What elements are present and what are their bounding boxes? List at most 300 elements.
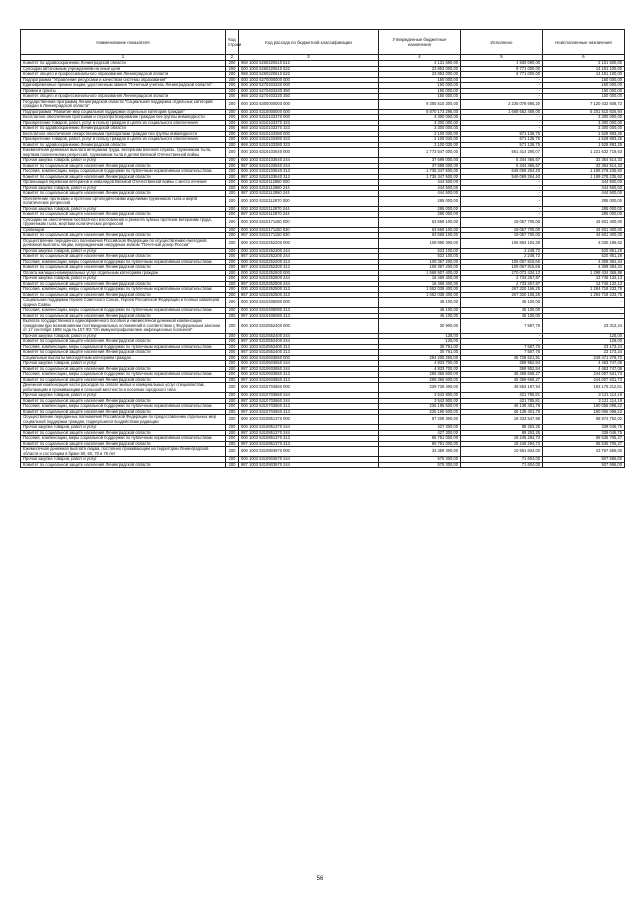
indicator-name-cell: Пособия, компенсации, меры социальной поддержки по публичным нормативным обязательствам (21, 308, 226, 314)
indicator-name-cell: Субсидии автономным учреждениям на иные цели (21, 66, 226, 72)
unexecuted-cell: 507 696,00 (543, 457, 625, 463)
line-code-cell: 200 (226, 191, 239, 197)
table-row (21, 99, 625, 109)
unexecuted-cell: 507 696,00 (543, 462, 625, 468)
indicator-name-cell: Оплата жилищно-коммунальных услуг отдельным категориям граждан (21, 270, 226, 276)
executed-cell: 7 587,76 (461, 350, 543, 356)
line-code-cell: 200 (226, 409, 239, 415)
unexecuted-cell: 1 528 893,25 (543, 137, 625, 143)
line-code-cell: 200 (226, 404, 239, 410)
executed-cell: 71 604,00 (461, 462, 543, 468)
budget-code-cell: 000 1003 5310103640 000 (239, 148, 379, 158)
executed-cell: 2 248,72 (461, 248, 543, 254)
budget-code-cell: 000 1003 5270403330 000 (239, 83, 379, 89)
approved-cell: 16 469 400,00 (379, 281, 461, 287)
approved-cell: 1 735 347 500,00 (379, 174, 461, 180)
line-code-cell: 200 (226, 212, 239, 218)
approved-cell: 109 367 200,00 (379, 265, 461, 271)
line-code-cell: 200 (226, 366, 239, 372)
unexecuted-cell: 520 851,28 (543, 254, 625, 260)
unexecuted-cell: 3 300 000,00 (543, 126, 625, 132)
indicator-name-cell: Прочая закупка товаров, работ и услуг (21, 248, 226, 254)
approved-cell: 4 131 590,00 (379, 61, 461, 67)
unexecuted-cell: 3 121 114,19 (543, 398, 625, 404)
budget-code-cell: 987 1003 5310103640 244 (239, 163, 379, 169)
unexecuted-cell: 3 300 000,00 (543, 115, 625, 121)
approved-cell: 239 738 400,00 (379, 383, 461, 393)
budget-code-cell: 000 1003 5310103380 323 (239, 137, 379, 143)
budget-code-cell: 000 1003 5310603650 000 (239, 355, 379, 361)
indicator-name-cell: Государственная программа Ленинградской области "Социальная поддержка отдельных категорий граждан в Ленинградской области" (21, 99, 226, 109)
column-number: 1 (21, 55, 226, 61)
unexecuted-cell: 248 471 278,70 (543, 355, 625, 361)
line-code-cell: 200 (226, 148, 239, 158)
executed-cell: 105 863 104,38 (461, 238, 543, 248)
executed-cell: 46 139 401,78 (461, 404, 543, 410)
indicator-name-cell: Пособия, компенсации, меры социальной поддержки по публичным нормативным обязательствам (21, 169, 226, 175)
approved-cell: 579 300,00 (379, 457, 461, 463)
executed-cell: 46 139 401,78 (461, 409, 543, 415)
approved-cell: 23 853 000,00 (379, 72, 461, 78)
column-header: Неисполненные назначения (543, 30, 625, 55)
executed-cell: 1 930 090,00 (461, 61, 543, 67)
approved-cell: 63 669 100,00 (379, 233, 461, 239)
unexecuted-cell: 1 528 893,25 (543, 142, 625, 148)
indicator-name-cell: Пособия, компенсации, меры социальной поддержки по публичным нормативным обязательствам (21, 287, 226, 293)
line-code-cell: 200 (226, 372, 239, 378)
approved-cell: 3 300 000,00 (379, 126, 461, 132)
line-code-cell: 200 (226, 339, 239, 345)
line-code-cell: 200 (226, 120, 239, 126)
approved-cell: 150 000,00 (379, 88, 461, 94)
unexecuted-cell: 1 298 434 365,88 (543, 270, 625, 276)
budget-code-cell: 000 1003 5310171150 000 (239, 217, 379, 227)
executed-cell: - (461, 333, 543, 339)
budget-code-cell: 987 1003 5310603650 244 (239, 366, 379, 372)
indicator-name-cell: Денежная компенсация части расходов по оплате жилья и коммунальных услуг специалистам, работающим и проживающим в сельской местности и поселках городского типа (21, 383, 226, 393)
table-row (21, 217, 625, 227)
approved-cell: 45 100,00 (379, 298, 461, 308)
approved-cell: 150 000,00 (379, 94, 461, 100)
line-code-cell: 200 (226, 131, 239, 137)
line-code-cell: 200 (226, 163, 239, 169)
executed-cell: 45 728 621,91 (461, 355, 543, 361)
approved-cell: 6 870 173 296,00 (379, 109, 461, 115)
unexecuted-cell: 150 000,00 (543, 77, 625, 83)
table-body (21, 61, 625, 468)
approved-cell: 3 300 000,00 (379, 120, 461, 126)
executed-cell: 2 733 267,87 (461, 281, 543, 287)
line-code-cell: 200 (226, 94, 239, 100)
approved-cell: 2 100 030,00 (379, 137, 461, 143)
budget-code-cell: 987 1003 5310112870 244 (239, 212, 379, 218)
indicator-name-cell: Комитет по социальной защите населения Ленинградской области (21, 462, 226, 468)
indicator-name-cell: Прочая закупка товаров, работ и услуг (21, 276, 226, 282)
approved-cell: 285 000,00 (379, 206, 461, 212)
approved-cell: 37 699 000,00 (379, 158, 461, 164)
executed-cell: 2 235 078 695,20 (461, 99, 543, 109)
budget-code-cell: 987 1003 5310603650 313 (239, 377, 379, 383)
unexecuted-cell: 1 189 278 235,60 (543, 174, 625, 180)
executed-cell: 5 344 466,67 (461, 158, 543, 164)
unexecuted-cell: 193 175 212,61 (543, 383, 625, 393)
table-row (21, 415, 625, 425)
budget-code-cell: 000 1003 5310252200 313 (239, 259, 379, 265)
budget-code-cell: 000 1003 5310112870 000 (239, 196, 379, 206)
unexecuted-cell: 1 284 718 233,75 (543, 292, 625, 298)
executed-cell: - (461, 185, 543, 191)
line-code-cell: 200 (226, 185, 239, 191)
budget-code-cell: 000 1003 5310112860 244 (239, 185, 379, 191)
approved-cell: 150 000,00 (379, 83, 461, 89)
line-code-cell: 200 (226, 72, 239, 78)
indicator-name-cell: Ежемесячная денежная выплата лицам, постоянно проживающим на территории Ленинградской области и состоящим в браке 50, 60, 70 и 75 лет (21, 447, 226, 457)
approved-cell: 128,00 (379, 339, 461, 345)
approved-cell: 16 469 400,00 (379, 276, 461, 282)
line-code-cell: 200 (226, 88, 239, 94)
indicator-name-cell: Приобретение товаров, работ, услуг в пользу граждан в целях их социального обеспечения (21, 120, 226, 126)
budget-code-cell: 000 1003 5310252500 244 (239, 276, 379, 282)
budget-code-cell: 000 1003 5310252500 313 (239, 287, 379, 293)
indicator-name-cell: Пособия, компенсации, меры социальной поддержки по публичным нормативным обязательствам (21, 259, 226, 265)
approved-cell: 236 195 500,00 (379, 404, 461, 410)
approved-cell: 109 367 200,00 (379, 259, 461, 265)
unexecuted-cell: 4 030 195,62 (543, 238, 625, 248)
line-code-cell: 200 (226, 425, 239, 431)
unexecuted-cell: 68 874 752,02 (543, 415, 625, 425)
line-code-cell: 200 (226, 462, 239, 468)
indicator-name-cell: Премии и гранты (21, 88, 226, 94)
executed-cell: - (461, 94, 543, 100)
budget-code-cell: 000 1003 5310603650 313 (239, 372, 379, 378)
budget-code-cell: 000 1003 5310552400 000 (239, 319, 379, 334)
executed-cell: - (461, 180, 543, 186)
line-code-cell: 200 (226, 174, 239, 180)
approved-cell: 3 542 900,00 (379, 393, 461, 399)
unexecuted-cell: 150 000,00 (543, 83, 625, 89)
budget-code-cell: 987 1003 5310112860 244 (239, 191, 379, 197)
executed-cell: 19 057 700,00 (461, 217, 543, 227)
executed-cell: 571 136,75 (461, 142, 543, 148)
line-code-cell: 200 (226, 313, 239, 319)
unexecuted-cell: 444 500,00 (543, 180, 625, 186)
table-row (21, 238, 625, 248)
approved-cell: 523 100,00 (379, 248, 461, 254)
line-code-cell: 200 (226, 383, 239, 393)
indicator-name-cell: Пособия, компенсации, меры социальной поддержки по публичным нормативным обязательствам (21, 404, 226, 410)
line-code-cell: 200 (226, 430, 239, 436)
unexecuted-cell: 444 500,00 (543, 191, 625, 197)
indicator-name-cell: Подпрограмма "Управление ресурсами и качеством системы образования" (21, 77, 226, 83)
approved-cell: 1 735 347 500,00 (379, 169, 461, 175)
executed-cell: - (461, 77, 543, 83)
unexecuted-cell: 150 000,00 (543, 88, 625, 94)
executed-cell: 2 733 267,87 (461, 276, 543, 282)
indicator-name-cell: Обеспечение протезами и протезно-ортопедическими изделиями тружеников тыла и жертв политических репрессий (21, 196, 226, 206)
indicator-name-cell: Прочая закупка товаров, работ и услуг (21, 158, 226, 164)
executed-cell: - (461, 120, 543, 126)
budget-code-cell: 987 1003 5310851370 313 (239, 441, 379, 447)
executed-cell: 546 069 264,40 (461, 174, 543, 180)
unexecuted-cell: 7 120 432 608,72 (543, 99, 625, 109)
line-code-cell: 200 (226, 227, 239, 233)
unexecuted-cell: 128,00 (543, 339, 625, 345)
executed-cell: 19 057 700,00 (461, 233, 543, 239)
column-header: Утвержденные бюджетные назначения (379, 30, 461, 55)
unexecuted-cell: 23 173,24 (543, 350, 625, 356)
line-code-cell: 200 (226, 137, 239, 143)
column-header: Наименование показателя (21, 30, 226, 55)
executed-cell: 9 771 000,00 (461, 72, 543, 78)
executed-cell: - (461, 212, 543, 218)
indicator-name-cell: Комитет по здравоохранению Ленинградской области (21, 142, 226, 148)
budget-code-cell: 968 1003 5260220610 612 (239, 61, 379, 67)
executed-cell: 9 771 000,00 (461, 66, 543, 72)
line-code-cell: 200 (226, 333, 239, 339)
budget-code-cell: 987 1003 5310405090 313 (239, 313, 379, 319)
line-code-cell: 200 (226, 180, 239, 186)
line-code-cell: 200 (226, 169, 239, 175)
budget-code-cell: 000 1003 5310112870 244 (239, 206, 379, 212)
line-code-cell: 200 (226, 398, 239, 404)
unexecuted-cell: 339 046,75 (543, 430, 625, 436)
unexecuted-cell: 285 000,00 (543, 212, 625, 218)
indicator-name-cell: Комитет по социальной защите населения Ленинградской области (21, 163, 226, 169)
budget-execution-table (20, 29, 625, 468)
budget-code-cell: 987 1003 5310851370 244 (239, 430, 379, 436)
indicator-name-cell: Комитет по социальной защите населения Ленинградской области (21, 366, 226, 372)
executed-cell: - (461, 83, 543, 89)
table-row (21, 298, 625, 308)
indicator-name-cell: Комитет по здравоохранению Ленинградской области (21, 61, 226, 67)
unexecuted-cell: 13 745 132,13 (543, 281, 625, 287)
executed-cell: 267 320 166,25 (461, 292, 543, 298)
indicator-name-cell: Прочая закупка товаров, работ и услуг (21, 333, 226, 339)
unexecuted-cell: 68 535 705,27 (543, 436, 625, 442)
indicator-name-cell: Бесплатное обеспечение протезами и слухопротезирование граждан без группы инвалидности (21, 115, 226, 121)
executed-cell: 45 100,00 (461, 308, 543, 314)
executed-cell: 571 136,75 (461, 131, 543, 137)
approved-cell: 3 300 000,00 (379, 115, 461, 121)
table-row (21, 383, 625, 393)
budget-code-cell: 000 1003 5310703660 313 (239, 404, 379, 410)
indicator-name-cell: Пособия, компенсации, меры социальной поддержки по публичным нормативным обязательствам (21, 344, 226, 350)
unexecuted-cell: 1 189 278 235,60 (543, 169, 625, 175)
unexecuted-cell: 244 007 531,73 (543, 377, 625, 383)
executed-cell: 267 320 166,25 (461, 287, 543, 293)
line-code-cell: 200 (226, 276, 239, 282)
budget-code-cell: 000 1003 5310252200 000 (239, 238, 379, 248)
budget-code-cell: 000 1003 5270000000 000 (239, 77, 379, 83)
indicator-name-cell: Субсидии на обеспечение бесплатного изготовления и ремонта зубных протезов ветеранам труда, труженикам тыла, жертвам политических репрессий (21, 217, 226, 227)
line-code-cell: 200 (226, 115, 239, 121)
unexecuted-cell: 444 500,00 (543, 185, 625, 191)
budget-code-cell: 000 1003 5310851370 244 (239, 425, 379, 431)
unexecuted-cell: 23 173,24 (543, 344, 625, 350)
unexecuted-cell: 244 007 531,73 (543, 372, 625, 378)
table-header-row (21, 30, 625, 55)
budget-code-cell: 968 1003 5310103380 323 (239, 142, 379, 148)
approved-cell: 523 100,00 (379, 254, 461, 260)
indicator-name-cell: Ежемесячная денежная выплата ветеранам труда, ветеранам военной службы, труженикам тыла, жертвам политических репрессий, труженикам тыла и детям Великой Отечественной войны (21, 148, 226, 158)
approved-cell: 1 773 547 000,00 (379, 148, 461, 158)
indicator-name-cell: Социальная поддержка Героев Советского Союза, Героев Российской Федерации и полных кавалеров ордена Славы (21, 298, 226, 308)
budget-code-cell: 000 1003 5310103370 000 (239, 115, 379, 121)
line-code-cell: 200 (226, 355, 239, 361)
budget-code-cell: 000 1003 5310103640 313 (239, 169, 379, 175)
unexecuted-cell: 190 056 098,22 (543, 404, 625, 410)
line-code-cell: 200 (226, 265, 239, 271)
indicator-name-cell: Комитет по социальной защите населения Ленинградской области (21, 281, 226, 287)
executed-cell: 18 245 294,73 (461, 436, 543, 442)
unexecuted-cell: 2 101 500,00 (543, 61, 625, 67)
budget-code-cell: 987 1003 5310171150 530 (239, 233, 379, 239)
executed-cell: 71 604,00 (461, 457, 543, 463)
unexecuted-cell: 3 121 114,19 (543, 393, 625, 399)
unexecuted-cell: 4 463 747,06 (543, 361, 625, 367)
unexecuted-cell: 3 300 000,00 (543, 120, 625, 126)
executed-cell: - (461, 88, 543, 94)
indicator-name-cell: Прочая закупка товаров, работ и услуг (21, 393, 226, 399)
approved-cell: 427 300,00 (379, 430, 461, 436)
executed-cell: 88 253,25 (461, 425, 543, 431)
budget-code-cell: 000 1003 5310851370 000 (239, 415, 379, 425)
executed-cell: 18 245 294,73 (461, 441, 543, 447)
approved-cell: 87 208 300,00 (379, 415, 461, 425)
indicator-name-cell: Выплата государственного единовременного пособия и ежемесячной денежной компенсации гражданам при возникновении поствакцинальных осложнений в соответствии с Федеральным законом от 17 сентября 1998 года № 157-ФЗ "Об иммунопрофилактике инфекционных болезней" (21, 319, 226, 334)
line-code-cell: 200 (226, 109, 239, 115)
page-number: 56 (316, 876, 324, 882)
indicator-name-cell: Комитет по социальной защите населения Ленинградской области (21, 254, 226, 260)
indicator-name-cell: Комитет по социальной защите населения Ленинградской области (21, 398, 226, 404)
budget-code-cell: 968 1003 5310103370 323 (239, 126, 379, 132)
executed-cell: 105 067 815,66 (461, 259, 543, 265)
table-row (21, 462, 625, 468)
approved-cell: 63 669 100,00 (379, 227, 461, 233)
executed-cell: 45 100,00 (461, 298, 543, 308)
indicator-name-cell: Социальные выплаты многодетным категориям граждан (21, 355, 226, 361)
budget-code-cell: 987 1003 5310552400 313 (239, 350, 379, 356)
executed-cell: 369 952,94 (461, 366, 543, 372)
approved-cell: 1 552 038 400,00 (379, 287, 461, 293)
unexecuted-cell: 4 309 384,34 (543, 265, 625, 271)
indicator-name-cell: Комитет по здравоохранению Ленинградской области (21, 126, 226, 132)
line-code-cell: 200 (226, 259, 239, 265)
indicator-name-cell: Прочая закупка товаров, работ и услуг (21, 185, 226, 191)
approved-cell: 30 761,00 (379, 344, 461, 350)
column-number: 3 (239, 55, 379, 61)
line-code-cell: 200 (226, 361, 239, 367)
line-code-cell: 200 (226, 217, 239, 227)
line-code-cell: 200 (226, 441, 239, 447)
budget-code-cell: 988 1003 5260220610 622 (239, 72, 379, 78)
table-row (21, 319, 625, 334)
line-code-cell: 200 (226, 238, 239, 248)
line-code-cell: 200 (226, 415, 239, 425)
indicator-name-cell: Прочая закупка товаров, работ и услуг (21, 361, 226, 367)
executed-cell: - (461, 191, 543, 197)
approved-cell: 2 100 030,00 (379, 142, 461, 148)
executed-cell: 571 136,75 (461, 137, 543, 143)
unexecuted-cell: 14 181 100,00 (543, 72, 625, 78)
budget-code-cell: 987 1003 5310552400 244 (239, 339, 379, 345)
budget-code-cell: 987 1003 5310703660 313 (239, 409, 379, 415)
line-code-cell: 200 (226, 281, 239, 287)
executed-cell: 10 591 634,00 (461, 447, 543, 457)
indicator-name-cell: Осуществление переданных полномочий Российской Федерации по предоставлению отдельных мер социальной поддержки граждан, подвергшихся воздействию радиации (21, 415, 226, 425)
line-code-cell: 200 (226, 158, 239, 164)
executed-cell: 45 359 668,27 (461, 377, 543, 383)
budget-code-cell: 000 1003 5310405090 313 (239, 308, 379, 314)
unexecuted-cell: 5 201 510 826,94 (543, 109, 625, 115)
approved-cell: 37 699 000,00 (379, 163, 461, 169)
table-row (21, 196, 625, 206)
approved-cell: 9 355 510 300,00 (379, 99, 461, 109)
line-code-cell: 200 (226, 83, 239, 89)
executed-cell: - (461, 126, 543, 132)
approved-cell: 289 366 600,00 (379, 377, 461, 383)
budget-code-cell: 000 1003 5310552400 313 (239, 344, 379, 350)
unexecuted-cell: 44 601 400,00 (543, 227, 625, 233)
line-code-cell: 200 (226, 196, 239, 206)
approved-cell: 30 900,00 (379, 319, 461, 334)
line-code-cell: 200 (226, 298, 239, 308)
unexecuted-cell: - (543, 298, 625, 308)
budget-code-cell: 987 1003 5310252500 313 (239, 292, 379, 298)
line-code-cell: 200 (226, 447, 239, 457)
line-code-cell: 200 (226, 457, 239, 463)
indicator-name-cell: Субвенции (21, 227, 226, 233)
line-code-cell: 200 (226, 436, 239, 442)
column-number: 5 (461, 55, 543, 61)
approved-cell: 150 000,00 (379, 77, 461, 83)
budget-code-cell: 000 1003 5310112860 000 (239, 180, 379, 186)
indicator-name-cell: Прочая закупка товаров, работ и услуг (21, 457, 226, 463)
indicator-name-cell: Комитет по социальной защите населения Ленинградской области (21, 233, 226, 239)
executed-cell: - (461, 196, 543, 206)
approved-cell: 444 500,00 (379, 191, 461, 197)
budget-code-cell: 000 1003 5310552400 244 (239, 333, 379, 339)
executed-cell: - (461, 339, 543, 345)
unexecuted-cell: 14 181 100,00 (543, 66, 625, 72)
unexecuted-cell: 1 528 893,25 (543, 131, 625, 137)
line-code-cell: 200 (226, 308, 239, 314)
executed-cell: 1 668 662 469,06 (461, 109, 543, 115)
indicator-name-cell: Прочая закупка товаров, работ и услуг (21, 425, 226, 431)
budget-code-cell: 000 1003 5310103370 323 (239, 120, 379, 126)
indicator-name-cell: Комитет по социальной защите населения Ленинградской области (21, 339, 226, 345)
approved-cell: 1 552 038 400,00 (379, 292, 461, 298)
line-code-cell: 200 (226, 393, 239, 399)
approved-cell: 109 890 300,00 (379, 238, 461, 248)
column-number: 6 (543, 55, 625, 61)
unexecuted-cell: 4 309 384,34 (543, 259, 625, 265)
table-row (21, 148, 625, 158)
budget-code-cell: 000 1003 5310103640 244 (239, 158, 379, 164)
budget-code-cell: 000 1003 5310103380 000 (239, 131, 379, 137)
line-code-cell: 200 (226, 66, 239, 72)
executed-cell: 369 952,94 (461, 361, 543, 367)
executed-cell: - (461, 206, 543, 212)
budget-code-cell: 000 1003 5310703660 244 (239, 393, 379, 399)
executed-cell: 18 333 547,95 (461, 415, 543, 425)
unexecuted-cell: 128,00 (543, 333, 625, 339)
executed-cell: - (461, 115, 543, 121)
approved-cell: 45 100,00 (379, 308, 461, 314)
approved-cell: 86 781 000,00 (379, 436, 461, 442)
indicator-name-cell: Пособия, компенсации, меры социальной поддержки по публичным нормативным обязательствам (21, 372, 226, 378)
unexecuted-cell: 23 767 666,00 (543, 447, 625, 457)
